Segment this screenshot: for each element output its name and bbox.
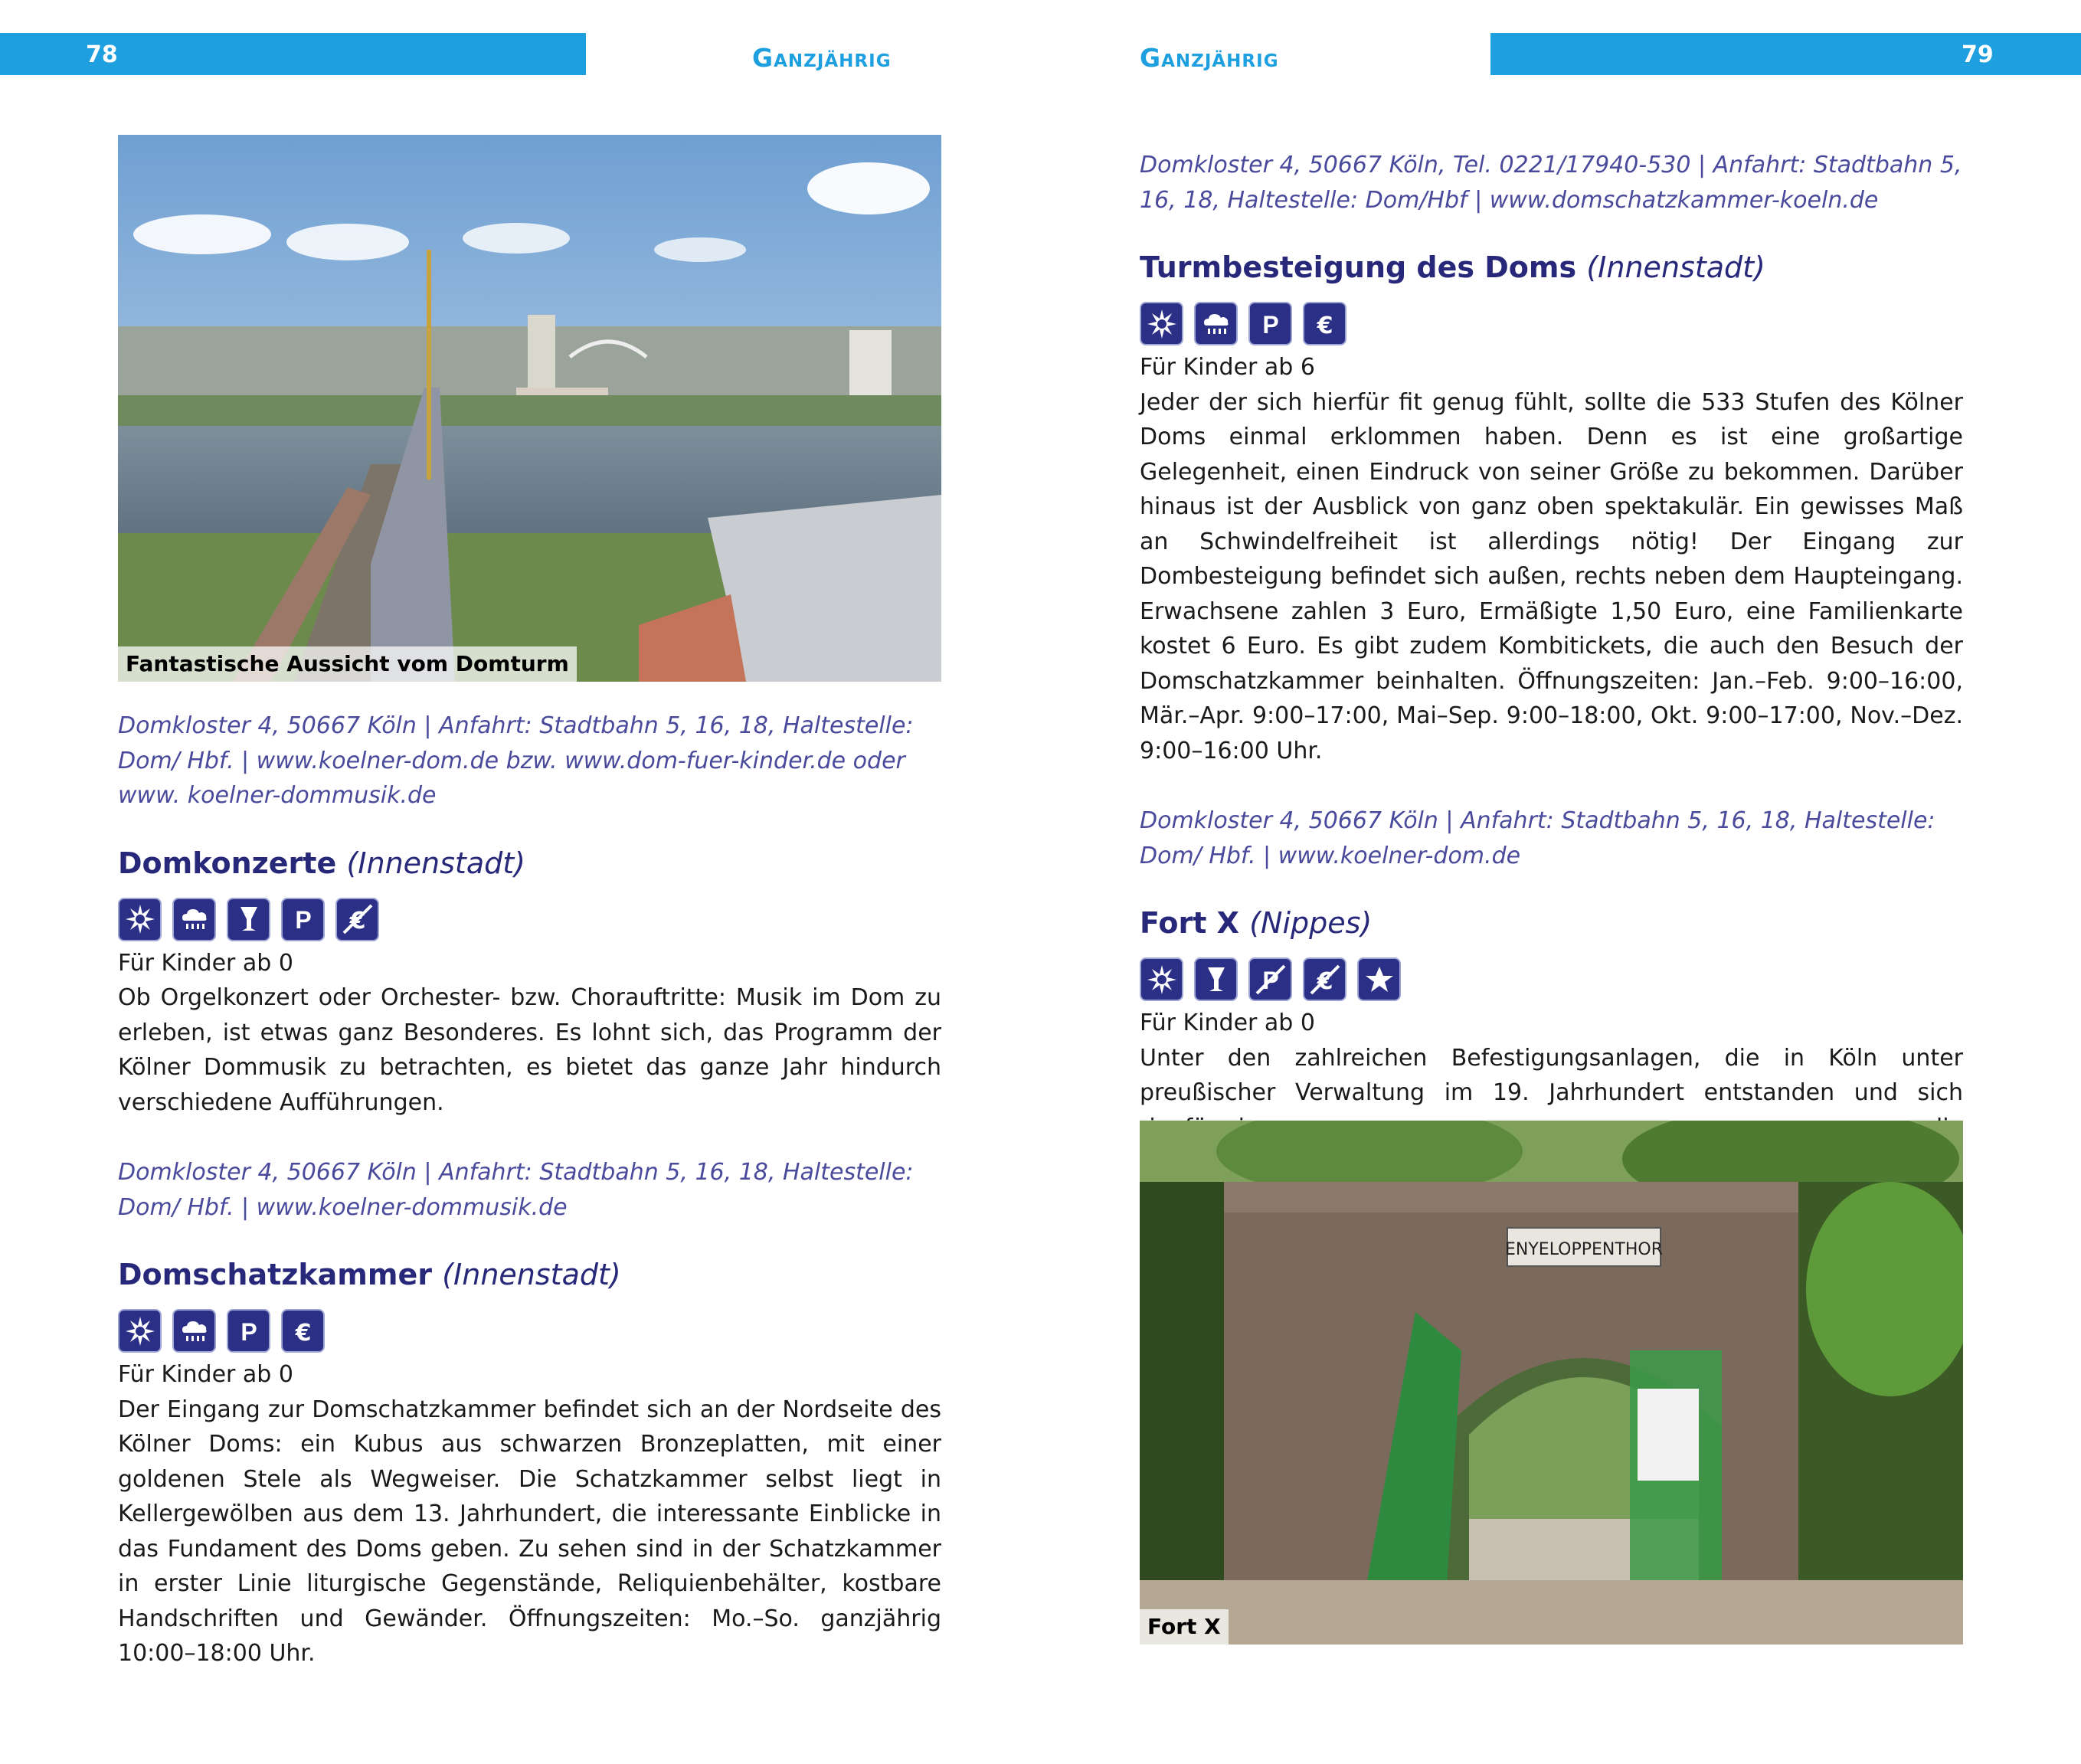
- euro-icon: [281, 1309, 325, 1353]
- sun-icon: [118, 898, 162, 941]
- turm-age: Für Kinder ab 6: [1140, 354, 1315, 381]
- domschatz-icons: [118, 1309, 941, 1353]
- glass-icon: [1194, 957, 1238, 1001]
- no-euro-icon: [335, 898, 379, 941]
- parking-icon: [1248, 302, 1292, 345]
- right-page: [1040, 0, 2081, 1764]
- fort-district: (Nippes): [1249, 906, 1373, 940]
- gate-sign: ENYELOPPENTHOR: [1505, 1240, 1663, 1259]
- dom-address: Domkloster 4, 50667 Köln | Anfahrt: Stadtbahn 5, 16, 18, Haltestelle: Dom/ Hbf. | www.koelner-dom.de bzw. www.dom-fuer-kinder.de oder www. koelner-dommusik.de: [118, 712, 914, 809]
- page-number: 79: [1962, 41, 1994, 68]
- turm-icons: [1140, 302, 1963, 345]
- turm-district: (Innenstadt): [1586, 250, 1765, 284]
- parking-icon: [227, 1309, 270, 1353]
- right-column: [1140, 148, 1963, 1145]
- domschatz-age: Für Kinder ab 0: [118, 1361, 293, 1388]
- domkonzerte-icons: [118, 898, 941, 941]
- panorama-illustration: [118, 135, 941, 682]
- domkonzerte-address: Domkloster 4, 50667 Köln | Anfahrt: Stadtbahn 5, 16, 18, Haltestelle: Dom/ Hbf. | www.koelner-dommusik.de: [118, 1159, 914, 1221]
- parking-icon: [281, 898, 325, 941]
- rain-icon: [1194, 302, 1238, 345]
- domschatz-title: Domschatzkammer: [118, 1258, 432, 1291]
- left-column: [118, 709, 941, 1671]
- running-head: Ganzjährig: [1140, 43, 1279, 73]
- left-page: [0, 0, 1040, 1764]
- rain-icon: [172, 1309, 216, 1353]
- domkonzerte-age: Für Kinder ab 0: [118, 949, 293, 977]
- rain-icon: [172, 898, 216, 941]
- sun-icon: [118, 1309, 162, 1353]
- panorama-caption: Fantastische Aussicht vom Domturm: [118, 646, 577, 682]
- domkonzerte-text: Ob Orgelkonzert oder Orchester- bzw. Chorauftritte: Musik im Dom zu erleben, ist etwas ganz Besonderes. Es lohnt sich, das Programm der Kölner Dommusik zu betrachten, es bietet das ganze Jahr hindurch verschiedene Aufführungen.: [118, 984, 941, 1116]
- fort-age: Für Kinder ab 0: [1140, 1010, 1315, 1036]
- no-euro-icon: [1303, 957, 1346, 1001]
- fort-heading: [1140, 904, 1963, 942]
- euro-icon: [1303, 302, 1346, 345]
- no-parking-icon: [1248, 957, 1292, 1001]
- turm-address: Domkloster 4, 50667 Köln | Anfahrt: Stadtbahn 5, 16, 18, Haltestelle: Dom/ Hbf. | www.koelner-dom.de: [1140, 807, 1935, 869]
- turm-title: Turmbesteigung des Doms: [1140, 250, 1577, 284]
- turm-text: Jeder der sich hierfür fit genug fühlt, sollte die 533 Stufen des Kölner Doms einmal erklommen haben. Denn es ist eine großartige Gelegenheit, einen Eindruck von seiner Größe zu bekommen. Darüber hinaus ist der Ausblick von ganz oben spektakulär. Ein gewisses Maß an Schwindelfreiheit ist allerdings nötig! Der Eingang zur Dombesteigung befindet sich außen, rechts neben dem Haupteingang. Erwachsene zahlen 3 Euro, Ermäßigte 1,50 Euro, eine Familienkarte kostet 6 Euro. Es gibt zudem Kombitickets, die auch den Besuch der Domschatzkammer beinhalten. Öffnungszeiten: Jan.–Feb. 9:00–16:00, Mär.–Apr. 9:00–17:00, Mai–Sep. 9:00–18:00, Okt. 9:00–17:00, Nov.–Dez. 9:00–16:00 Uhr.: [1140, 388, 1963, 764]
- fort-gate-illustration: [1140, 1121, 1963, 1645]
- running-head: Ganzjährig: [752, 43, 892, 73]
- domschatz-district: (Innenstadt): [442, 1258, 621, 1291]
- domschatz-heading: [118, 1255, 941, 1294]
- glass-icon: [227, 898, 270, 941]
- domschatz-text: Der Eingang zur Domschatzkammer befindet sich an der Nordseite des Kölner Doms: ein Kubus aus schwarzen Bronzeplatten, mit einer goldenen Stele als Wegweiser. Die Schatzkammer selbst liegt in Kellergewölben aus dem 13. Jahrhundert, die interessante Einblicke in das Fundament des Doms geben. Zu sehen sind in der Schatzkammer in erster Linie liturgische Gegenstände, Reliquienbehälter, kostbare Handschriften und Gewänder. Öffnungszeiten: Mo.–So. ganzjährig 10:00–18:00 Uhr.: [118, 1396, 941, 1667]
- fort-title: Fort X: [1140, 906, 1239, 940]
- fort-caption: Fort X: [1140, 1609, 1229, 1645]
- panorama-photo: [118, 135, 941, 682]
- sun-icon: [1140, 957, 1183, 1001]
- domkonzerte-heading: [118, 844, 941, 882]
- page-number: 78: [86, 41, 118, 68]
- turm-heading: [1140, 248, 1963, 286]
- sun-icon: [1140, 302, 1183, 345]
- star-icon: [1357, 957, 1401, 1001]
- fort-icons: [1140, 957, 1963, 1001]
- domschatz-address: Domkloster 4, 50667 Köln, Tel. 0221/17940-530 | Anfahrt: Stadtbahn 5, 16, 18, Haltestelle: Dom/Hbf | www.domschatzkammer-koeln.de: [1140, 152, 1962, 214]
- domkonzerte-title: Domkonzerte: [118, 846, 337, 880]
- fort-text: Unter den zahlreichen Befestigungsanlagen, die in Köln unter preußischer Verwaltung im 19. Jahrhundert entstanden und sich: [1140, 1044, 1963, 1106]
- fort-photo: [1140, 1121, 1963, 1645]
- domkonzerte-district: (Innenstadt): [346, 846, 525, 880]
